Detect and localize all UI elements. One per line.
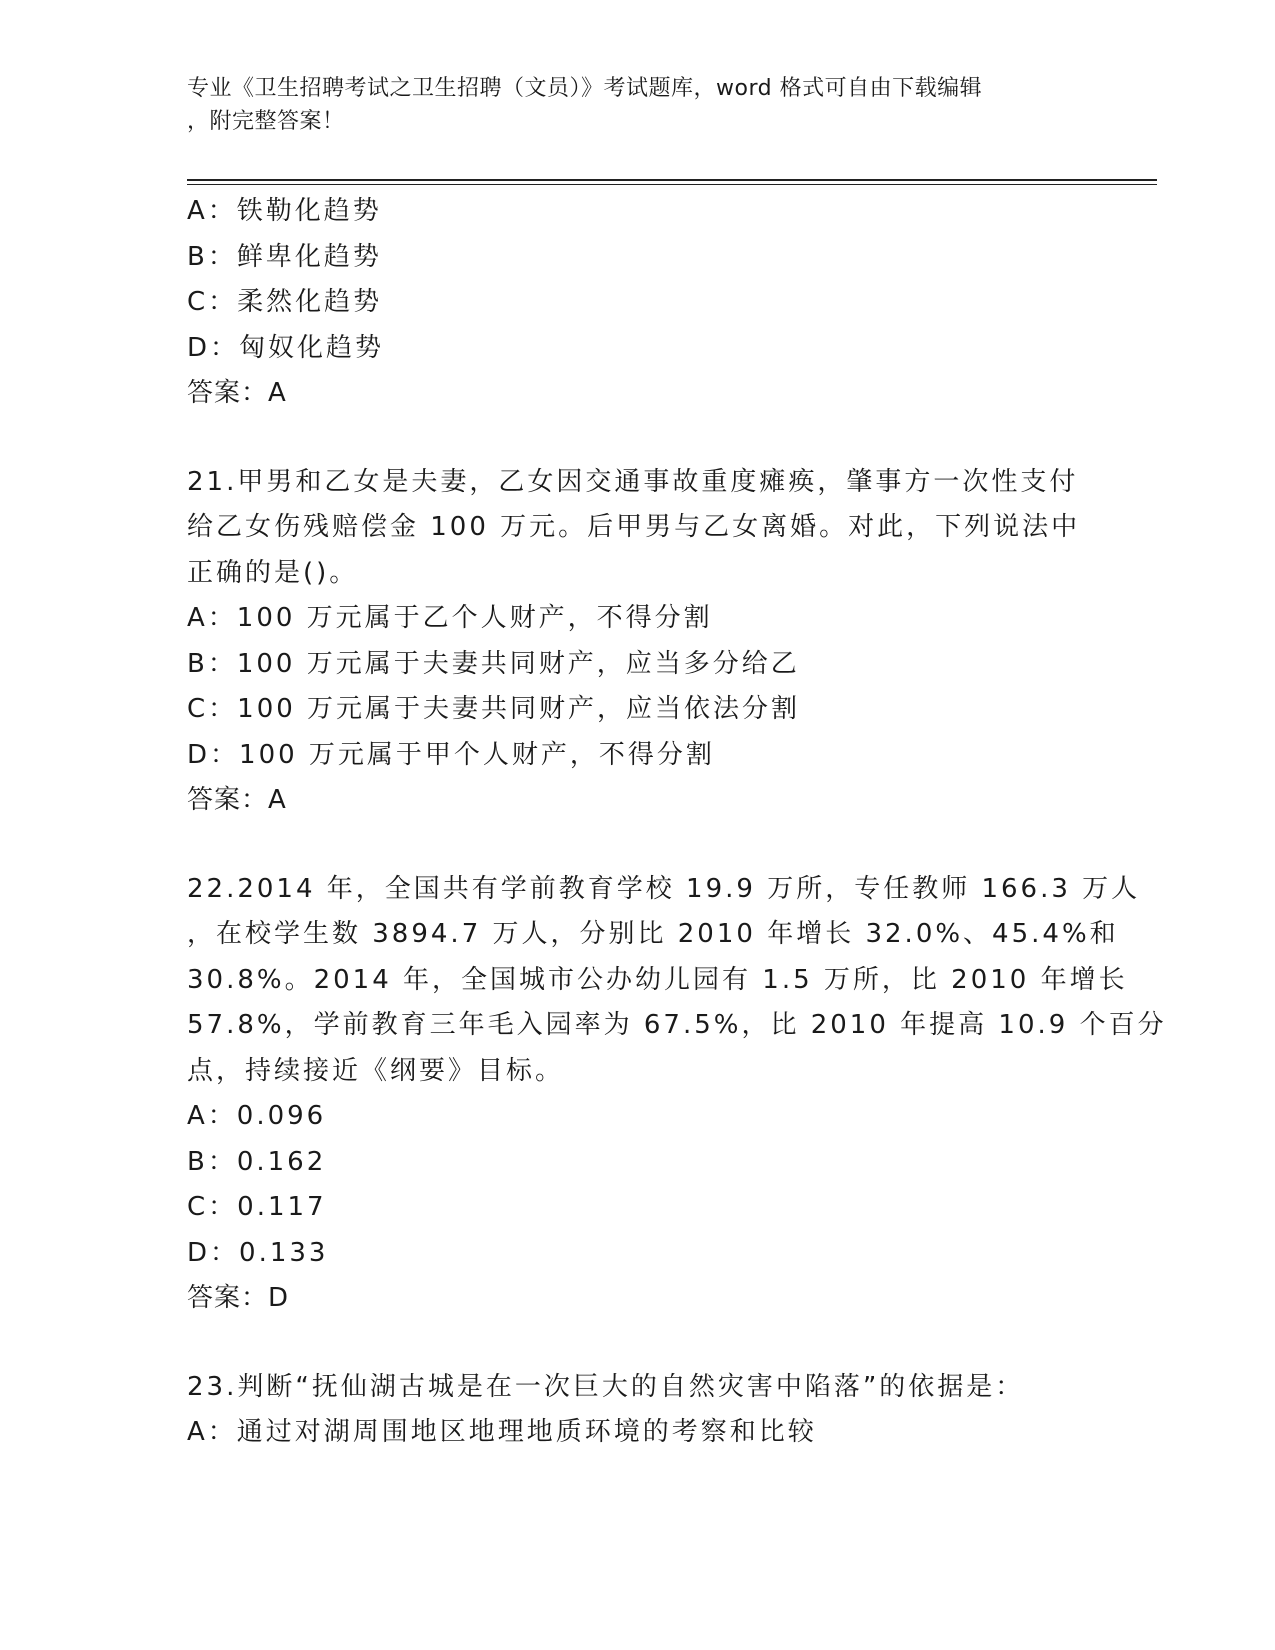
question-21-text-line-3: 正确的是()。 xyxy=(187,557,359,588)
question-23 xyxy=(187,1365,1087,1456)
question-21-text-line-2: 给乙女伤残赔偿金 100 万元。后甲男与乙女离婚。对此，下列说法中 xyxy=(187,512,1081,542)
question-22-text-line-4: 57.8%，学前教育三年毛入园率为 67.5%，比 2010 年提高 10.9 个百分 xyxy=(187,1010,1167,1040)
question-list xyxy=(187,189,1167,1456)
document-page xyxy=(187,0,1167,1650)
question-22-answer: 答案：D xyxy=(187,1283,290,1313)
spacer xyxy=(187,1322,1087,1365)
option-c: C：柔然化趋势 xyxy=(187,287,383,317)
option-c: C：100 万元属于夫妻共同财产，应当依法分割 xyxy=(187,694,801,724)
option-a: A：0.096 xyxy=(187,1101,327,1131)
question-22 xyxy=(187,867,1167,1322)
option-b: B：100 万元属于夫妻共同财产，应当多分给乙 xyxy=(187,648,800,679)
document-header xyxy=(187,72,1057,138)
option-b: B：0.162 xyxy=(187,1146,327,1177)
spacer xyxy=(187,417,1087,460)
spacer xyxy=(187,824,1087,867)
question-21-answer: 答案：A xyxy=(187,785,287,815)
question-22-text-line-1: 22.2014 年，全国共有学前教育学校 19.9 万所，专任教师 166.3 万人 xyxy=(187,873,1141,904)
option-d: D：匈奴化趋势 xyxy=(187,332,385,363)
option-a: A：通过对湖周围地区地理地质环境的考察和比较 xyxy=(187,1417,817,1447)
header-line-2: ，附完整答案！ xyxy=(187,109,345,134)
option-b: B：鲜卑化趋势 xyxy=(187,241,382,272)
question-21-text-line-1: 21.甲男和乙女是夫妻，乙女因交通事故重度瘫痪，肇事方一次性支付 xyxy=(187,466,1079,497)
question-22-text-line-5: 点，持续接近《纲要》目标。 xyxy=(187,1055,565,1086)
question-22-text-line-2: ，在校学生数 3894.7 万人，分别比 2010 年增长 32.0%、45.4%和 xyxy=(187,919,1119,949)
header-line-1: 专业《卫生招聘考试之卫生招聘（文员）》考试题库，word 格式可自由下载编辑 xyxy=(187,76,983,101)
question-20-answer: 答案：A xyxy=(187,378,287,408)
option-a: A：100 万元属于乙个人财产，不得分割 xyxy=(187,603,713,633)
question-23-text-line-1: 23.判断“抚仙湖古城是在一次巨大的自然灾害中陷落”的依据是： xyxy=(187,1371,1025,1402)
question-20-options xyxy=(187,189,1087,371)
question-22-text-line-3: 30.8%。2014 年，全国城市公办幼儿园有 1.5 万所，比 2010 年增长 xyxy=(187,964,1128,995)
option-a: A：铁勒化趋势 xyxy=(187,196,382,226)
header-divider xyxy=(187,179,1157,185)
option-d: D：0.133 xyxy=(187,1237,329,1268)
option-c: C：0.117 xyxy=(187,1192,327,1222)
option-d: D：100 万元属于甲个人财产，不得分割 xyxy=(187,739,715,770)
question-21 xyxy=(187,460,1087,824)
